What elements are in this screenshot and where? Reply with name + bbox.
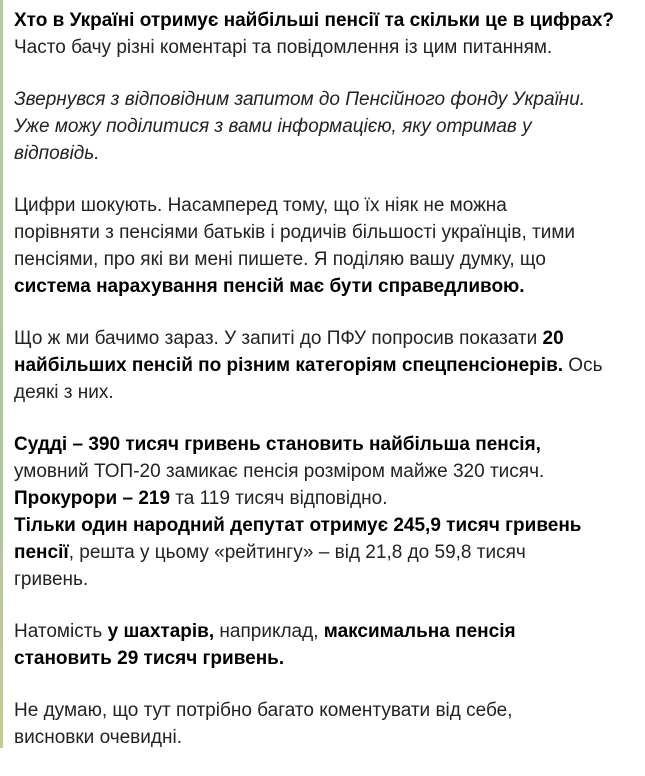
paragraph xyxy=(14,697,639,751)
text: Ось xyxy=(563,355,603,376)
text-line xyxy=(14,379,639,406)
text-line xyxy=(14,512,639,539)
text: Натомість xyxy=(14,621,108,642)
text-line xyxy=(14,352,639,379)
text-line xyxy=(14,566,639,593)
text: деякі з них. xyxy=(14,382,114,403)
bold-text: найбільших пенсій по різним категоріям спецпенсіонерів. xyxy=(14,355,564,376)
text-line xyxy=(14,7,639,34)
bold-text: Тільки один народний депутат отримує 245,9 тисяч гривень xyxy=(14,515,582,536)
text-line xyxy=(14,192,639,219)
text: Часто бачу різні коментарі та повідомлення із цим питанням. xyxy=(14,37,553,58)
bold-text: Хто в Україні отримує найбільші пенсії та скільки це в цифрах? xyxy=(14,10,615,31)
bold-text: система нарахування пенсій має бути справедливою. xyxy=(14,276,525,297)
text: наприклад, xyxy=(214,621,324,642)
text-line xyxy=(14,431,639,458)
text-line xyxy=(14,140,639,167)
text-line xyxy=(14,86,639,113)
paragraph xyxy=(14,7,639,61)
text-line xyxy=(14,219,639,246)
text-line xyxy=(14,618,639,645)
text-line xyxy=(14,539,639,566)
text-line xyxy=(14,273,639,300)
text-line xyxy=(14,34,639,61)
text: Що ж ми бачимо зараз. У запиті до ПФУ попросив показати xyxy=(14,328,543,349)
text-line xyxy=(14,645,639,672)
text: відповідь. xyxy=(14,143,100,164)
paragraph xyxy=(14,192,639,300)
left-accent-bar xyxy=(0,0,3,748)
bold-text: Прокурори – 219 xyxy=(14,488,171,509)
bold-text: пенсії xyxy=(14,542,69,563)
bold-text: у шахтарів, xyxy=(107,621,215,642)
text: висновки очевидні. xyxy=(14,727,182,748)
text-line xyxy=(14,485,639,512)
text: Звернувся з відповідним запитом до Пенсійного фонду України. xyxy=(14,89,586,110)
paragraph xyxy=(14,325,639,406)
paragraph xyxy=(14,86,639,167)
bold-text: Судді – 390 тисяч гривень становить найбільша пенсія, xyxy=(14,434,541,455)
text: гривень. xyxy=(14,569,89,590)
post-body xyxy=(14,7,639,776)
bold-text: становить 29 тисяч гривень. xyxy=(14,648,285,669)
text: пенсіями, про які ви мені пишете. Я поділяю вашу думку, що xyxy=(14,249,546,270)
text-line xyxy=(14,458,639,485)
bold-text: 20 xyxy=(542,328,564,349)
text: Цифри шокують. Насамперед тому, що їх ніяк не можна xyxy=(14,195,507,216)
text-line xyxy=(14,325,639,352)
text-line xyxy=(14,724,639,751)
text-line xyxy=(14,113,639,140)
paragraph xyxy=(14,431,639,593)
text: Уже можу поділитися з вами інформацією, яку отримав у xyxy=(14,116,532,137)
bold-text: максимальна пенсія xyxy=(323,621,516,642)
text: Не думаю, що тут потрібно багато коментувати від себе, xyxy=(14,700,513,721)
text: порівняти з пенсіями батьків і родичів більшості українців, тими xyxy=(14,222,575,243)
text: та 119 тисяч відповідно. xyxy=(170,488,388,509)
text: , решта у цьому «рейтингу» – від 21,8 до 59,8 тисяч xyxy=(68,542,526,563)
text-line xyxy=(14,697,639,724)
text: умовний ТОП-20 замикає пенсія розміром майже 320 тисяч. xyxy=(14,461,545,482)
text-line xyxy=(14,246,639,273)
paragraph xyxy=(14,618,639,672)
